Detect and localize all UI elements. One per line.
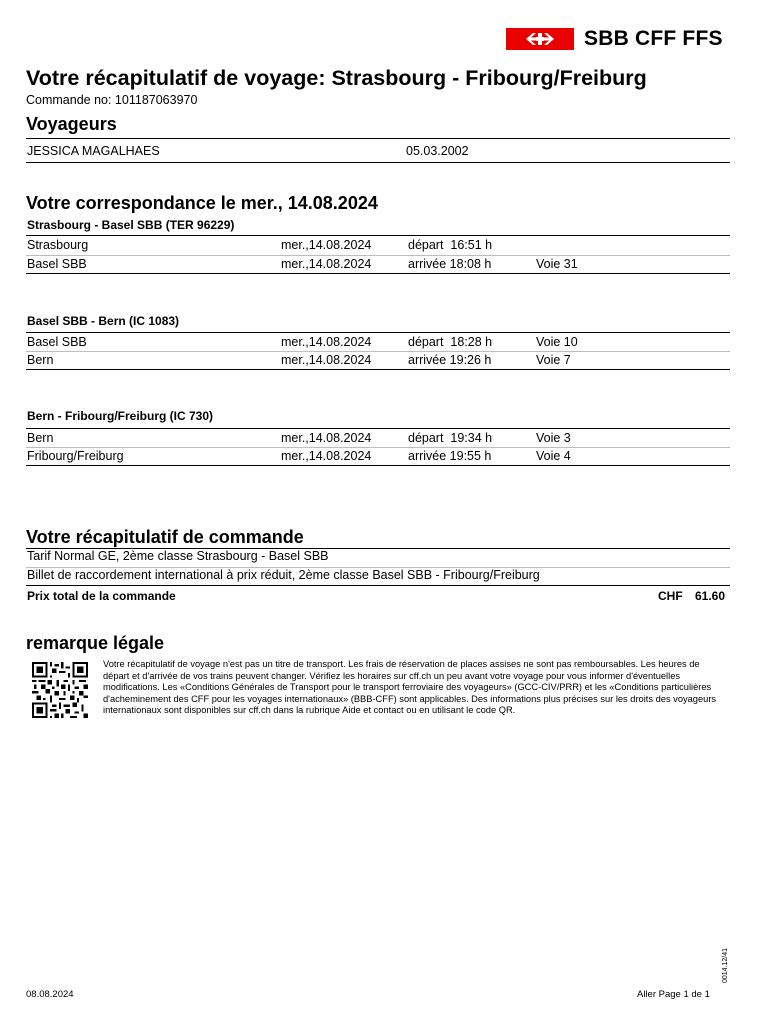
segment-station: Bern: [27, 353, 54, 367]
segment-date: mer.,14.08.2024: [281, 449, 372, 463]
legal-heading: remarque légale: [26, 633, 165, 653]
traveller-birthdate: 05.03.2002: [406, 144, 469, 158]
connection-heading: Votre correspondance le mer., 14.08.2024: [26, 193, 378, 213]
divider: [26, 332, 730, 333]
segment-time: arrivée 18:08 h: [408, 257, 492, 271]
segment-time: arrivée 19:55 h: [408, 449, 492, 463]
divider: [26, 369, 730, 370]
segment-time: départ 19:34 h: [408, 431, 493, 445]
divider: [26, 162, 730, 163]
divider: [26, 235, 730, 236]
segment-date: mer.,14.08.2024: [281, 335, 372, 349]
travellers-heading: Voyageurs: [26, 114, 117, 134]
footer-page: Aller Page 1 de 1: [637, 989, 710, 1000]
segment-station: Fribourg/Freiburg: [27, 449, 124, 463]
total-label: Prix total de la commande: [27, 589, 176, 603]
order-item: Billet de raccordement international à prix réduit, 2ème classe Basel SBB - Fribourg/Freiburg: [27, 568, 540, 582]
segment-time: arrivée 19:26 h: [408, 353, 492, 367]
segment-platform: Voie 31: [536, 257, 578, 271]
divider: [26, 138, 730, 139]
document-code: 0014.12/41: [722, 947, 729, 983]
segment-date: mer.,14.08.2024: [281, 353, 372, 367]
traveller-name: JESSICA MAGALHAES: [27, 144, 160, 158]
segment-station: Basel SBB: [27, 257, 87, 271]
divider: [26, 428, 730, 429]
segment-date: mer.,14.08.2024: [281, 431, 372, 445]
divider: [26, 351, 730, 352]
footer-date: 08.08.2024: [26, 989, 74, 1000]
segment-platform: Voie 4: [536, 449, 571, 463]
order-number: Commande no: 101187063970: [26, 93, 198, 107]
divider: [26, 273, 730, 274]
legal-text: Votre récapitulatif de voyage n'est pas un titre de transport. Les frais de réservation de places assises ne sont pas remboursables. Les heures de départ et d'arrivée de vos trains peuvent changer. Vérifiez les horaires sur cff.ch un peu avant votre voyage pour vous informer d'éventuelles modifications. Les «Conditions Générales de Transport pour le transport ferroviaire des voyageurs» (GCC-CIV/PRR) et les «Conditions particulières d'acheminement des CFF pour les voyages internationaux» (BBB-CFF) sont applicables. Des informations plus précises sur les droits des voyageurs internationaux sont disponibles sur cff.ch dans la rubrique Aide et contact ou en utilisant le code QR.: [103, 659, 717, 716]
total-amount: 61.60: [695, 589, 726, 603]
order-item: Tarif Normal GE, 2ème classe Strasbourg - Basel SBB: [27, 549, 329, 563]
page-title: Votre récapitulatif de voyage: Strasbourg - Fribourg/Freiburg: [26, 66, 647, 90]
segment-title: Strasbourg - Basel SBB (TER 96229): [27, 218, 235, 232]
segment-platform: Voie 3: [536, 431, 571, 445]
segment-title: Basel SBB - Bern (IC 1083): [27, 314, 180, 328]
segment-date: mer.,14.08.2024: [281, 257, 372, 271]
divider: [26, 585, 730, 586]
segment-platform: Voie 10: [536, 335, 578, 349]
segment-station: Basel SBB: [27, 335, 87, 349]
segment-station: Strasbourg: [27, 238, 89, 252]
segment-station: Bern: [27, 431, 54, 445]
brand-text: SBB CFF FFS: [584, 27, 723, 50]
segment-date: mer.,14.08.2024: [281, 238, 372, 252]
sbb-logo: [506, 27, 723, 51]
swiss-cross-arrows-icon: [506, 28, 574, 50]
divider: [26, 447, 730, 448]
total-currency: CHF: [658, 589, 683, 603]
divider: [26, 255, 730, 256]
segment-platform: Voie 7: [536, 353, 571, 367]
divider: [26, 465, 730, 466]
qr-code-icon: [32, 662, 88, 718]
segment-title: Bern - Fribourg/Freiburg (IC 730): [27, 409, 214, 423]
order-summary-heading: Votre récapitulatif de commande: [26, 527, 304, 547]
segment-time: départ 18:28 h: [408, 335, 493, 349]
segment-time: départ 16:51 h: [408, 238, 493, 252]
